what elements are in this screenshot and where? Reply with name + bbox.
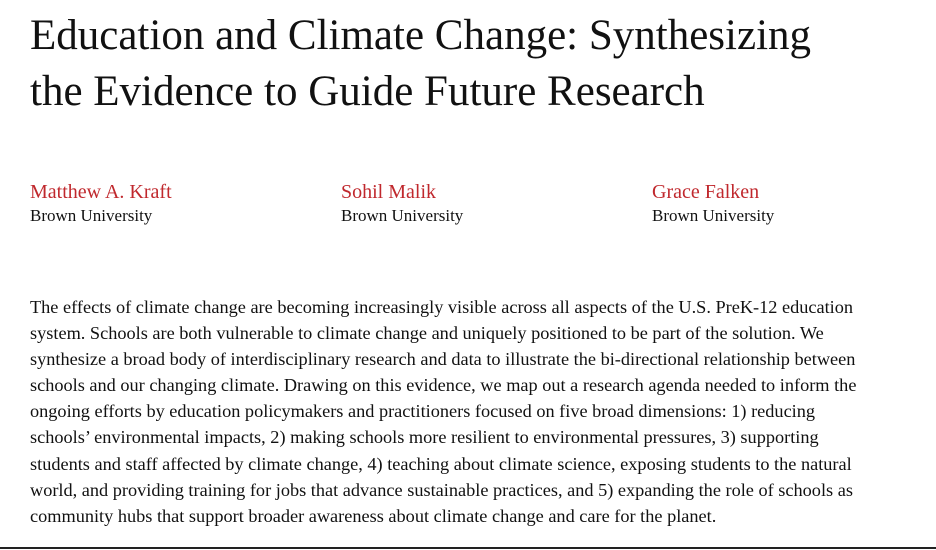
author-block — [30, 180, 172, 228]
author-block — [652, 180, 774, 228]
abstract-line: synthesize a broad body of interdisciplinary research and data to illustrate the bi-directional relationship between — [30, 349, 856, 370]
bottom-divider — [0, 547, 936, 549]
author-name[interactable]: Grace Falken — [652, 181, 760, 203]
author-affiliation: Brown University — [652, 206, 775, 225]
author-name[interactable]: Matthew A. Kraft — [30, 181, 172, 203]
author-list — [30, 180, 920, 230]
abstract-line: world, and providing training for jobs that advance sustainable practices, and 5) expanding the role of schools as — [30, 479, 853, 500]
author-name[interactable]: Sohil Malik — [341, 181, 437, 203]
author-affiliation: Brown University — [341, 206, 464, 225]
abstract-line: schools and our changing climate. Drawing on this evidence, we map out a research agenda needed to inform the — [30, 375, 857, 396]
abstract-line: ongoing efforts by education policymakers and practitioners focused on five broad dimensions: 1) reducing — [30, 401, 816, 422]
paper-title — [30, 8, 920, 120]
abstract-line: schools’ environmental impacts, 2) making schools more resilient to environmental pressures, 3) supporting — [30, 427, 819, 448]
abstract-line: students and staff affected by climate change, 4) teaching about climate science, exposing students to the natural — [30, 453, 852, 474]
author-affiliation: Brown University — [30, 206, 153, 225]
abstract-line: The effects of climate change are becoming increasingly visible across all aspects of the U.S. PreK-12 education — [30, 297, 854, 317]
abstract-line: community hubs that support broader awareness about climate change and care for the planet. — [30, 505, 717, 526]
abstract-line: system. Schools are both vulnerable to climate change and uniquely positioned to be part of the solution. We — [30, 323, 824, 344]
title-line: Education and Climate Change: Synthesizing — [30, 12, 812, 59]
abstract — [30, 294, 930, 529]
title-line: the Evidence to Guide Future Research — [30, 68, 705, 115]
author-block — [341, 180, 463, 228]
